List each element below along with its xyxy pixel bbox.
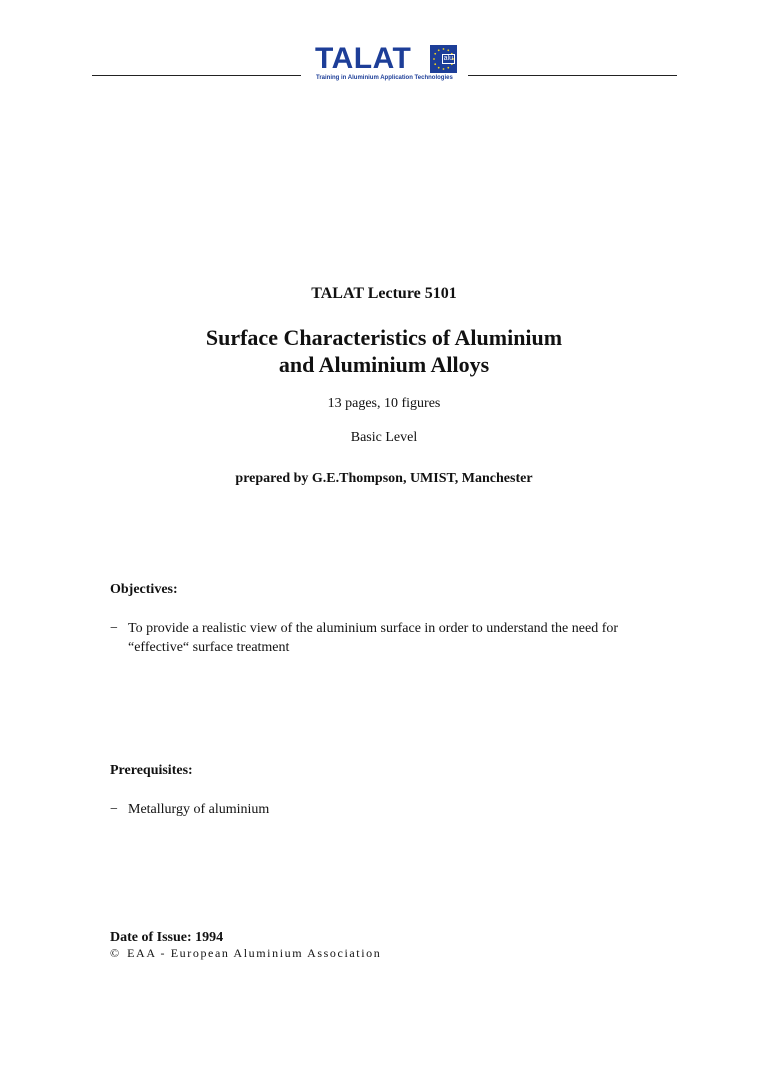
bullet-dash: − bbox=[110, 802, 118, 817]
logo-badge: alu bbox=[443, 55, 453, 62]
document-title bbox=[0, 324, 768, 378]
copyright-line bbox=[110, 946, 381, 961]
lecture-number: TALAT Lecture 5101 bbox=[311, 285, 457, 302]
author-line: prepared by G.E.Thompson, UMIST, Manchester bbox=[235, 471, 533, 486]
prerequisite-text: Metallurgy of aluminium bbox=[128, 802, 270, 817]
list-item bbox=[110, 800, 670, 819]
header-rule-left bbox=[92, 75, 301, 76]
logo-word: TALAT bbox=[315, 42, 412, 75]
title-line-2: and Aluminium Alloys bbox=[278, 352, 490, 377]
list-item bbox=[110, 619, 670, 657]
header-rule-right bbox=[468, 75, 677, 76]
page-count: 13 pages, 10 figures bbox=[327, 396, 441, 411]
copyright-text: EAA - European Aluminium Association bbox=[127, 946, 382, 960]
bullet-dash: − bbox=[110, 621, 118, 636]
objective-text: To provide a realistic view of the aluminium surface in order to understand the need for “effective“ surface treatment bbox=[128, 621, 619, 655]
level: Basic Level bbox=[350, 430, 418, 445]
copyright-icon: © bbox=[110, 946, 120, 960]
title-line-1: Surface Characteristics of Aluminium bbox=[205, 325, 563, 350]
eu-flag-icon bbox=[430, 45, 457, 73]
date-of-issue: Date of Issue: 1994 bbox=[110, 930, 224, 945]
prerequisites-heading: Prerequisites: bbox=[110, 763, 193, 778]
objectives-heading: Objectives: bbox=[110, 582, 178, 597]
logo-tagline: Training in Aluminium Application Technologies bbox=[316, 75, 453, 81]
talat-logo bbox=[315, 42, 457, 85]
